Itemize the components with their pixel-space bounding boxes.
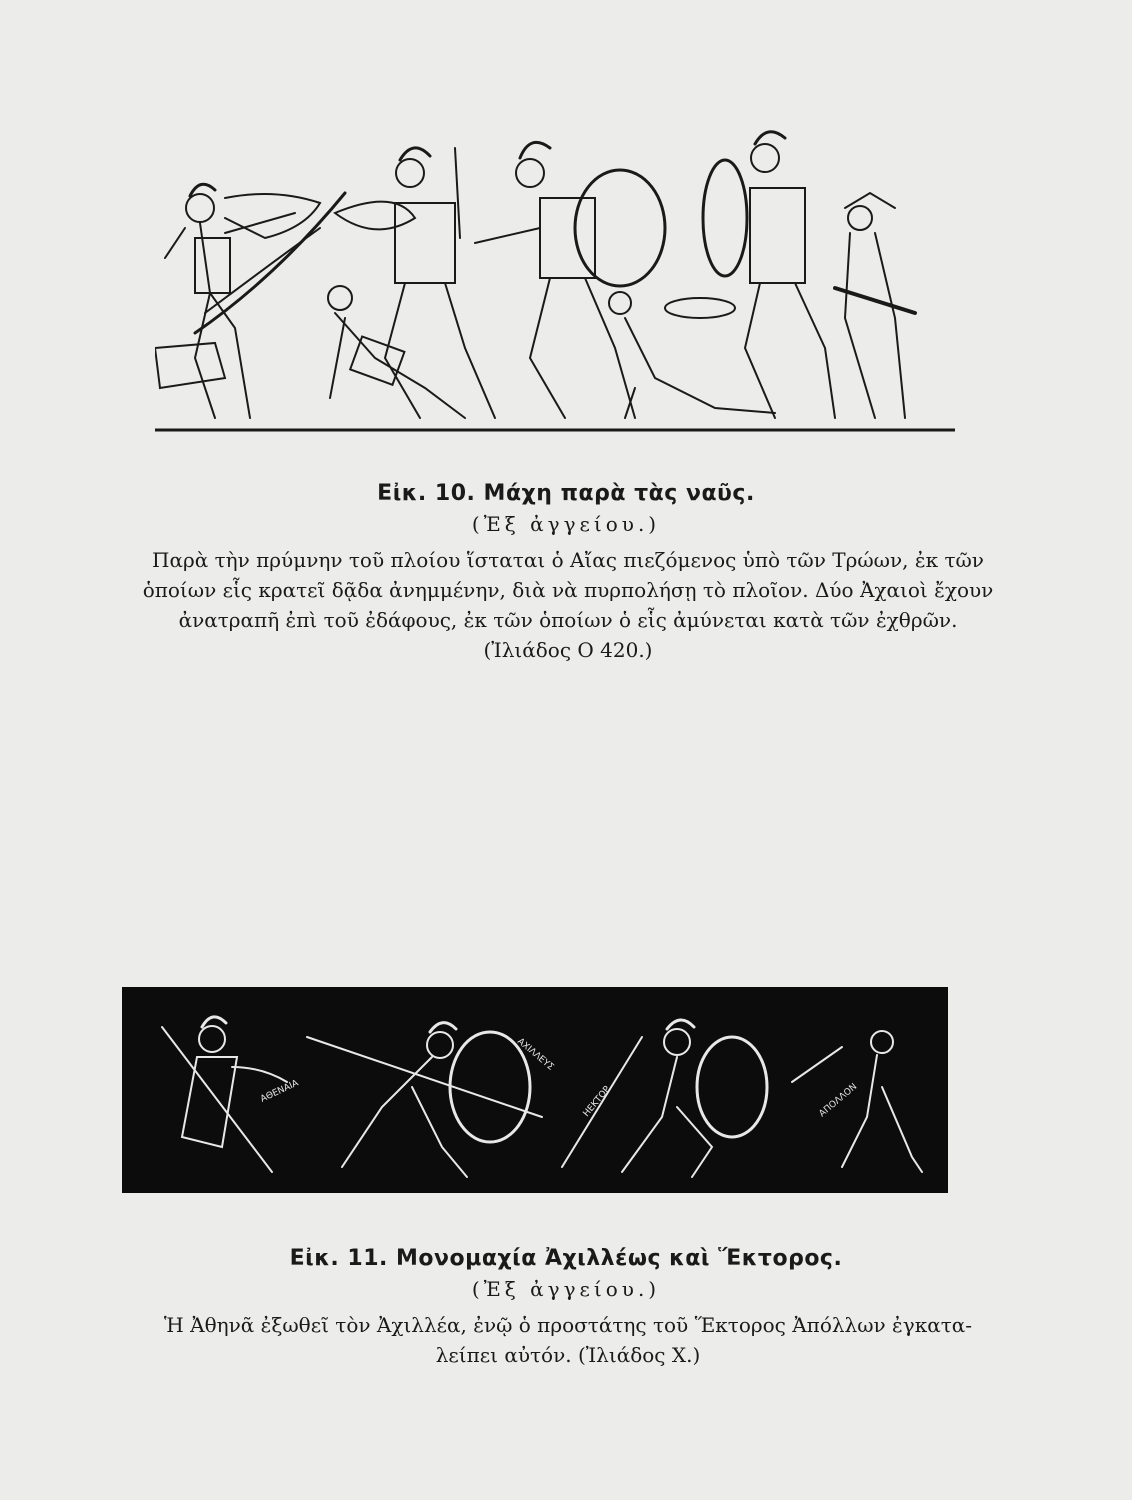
description-line: Παρὰ τὴν πρύμνην τοῦ πλοίου ἵσταται ὁ Αἴας πιεζόμενος ὑπὸ τῶν Τρώων, ἐκ τῶν: [152, 548, 984, 572]
figure-11-source: (Ἐξ ἀγγείου.): [471, 1277, 661, 1301]
figure-10-description: [118, 545, 1018, 665]
description-line: λείπει αὐτόν. (Ἰλιάδος Χ.): [435, 1343, 701, 1367]
figure-11-description: [118, 1310, 1018, 1370]
figure-10-source: (Ἐξ ἀγγείου.): [471, 512, 661, 536]
inscription-apollo: ΑΠΟΛΛΟΝ: [817, 1081, 860, 1120]
figure-11-illustration: [122, 987, 948, 1193]
figure-10-illustration: [155, 118, 955, 436]
inscription-athena: ΑΘΕΝΑΙΑ: [259, 1078, 301, 1105]
inscription-hector: ΗΕΚΤΟΡ: [581, 1084, 613, 1119]
figure-10-title: Εἰκ. 10. Μάχη παρὰ τὰς ναῦς.: [377, 481, 755, 506]
description-line: ὁποίων εἷς κρατεῖ δᾷδα ἀνημμένην, διὰ νὰ πυρπολήσῃ τὸ πλοῖον. Δύο Ἀχαιοὶ ἔχουν: [142, 578, 994, 602]
description-line: Ἡ Ἀθηνᾶ ἐξωθεῖ τὸν Ἀχιλλέα, ἐνῷ ὁ προστάτης τοῦ Ἕκτορος Ἀπόλλων ἐγκατα-: [163, 1313, 973, 1337]
inscription-achilles: ΑΧΙΛΛΕΥΣ: [515, 1036, 556, 1073]
description-line: ἀνατραπῆ ἐπὶ τοῦ ἐδάφους, ἐκ τῶν ὁποίων ὁ εἷς ἀμύνεται κατὰ τῶν ἐχθρῶν.: [178, 608, 958, 632]
figure-10-reference: (Ἰλιάδος Ο 420.): [483, 638, 653, 662]
figure-11-title: Εἰκ. 11. Μονομαχία Ἀχιλλέως καὶ Ἕκτορος.: [289, 1246, 843, 1271]
